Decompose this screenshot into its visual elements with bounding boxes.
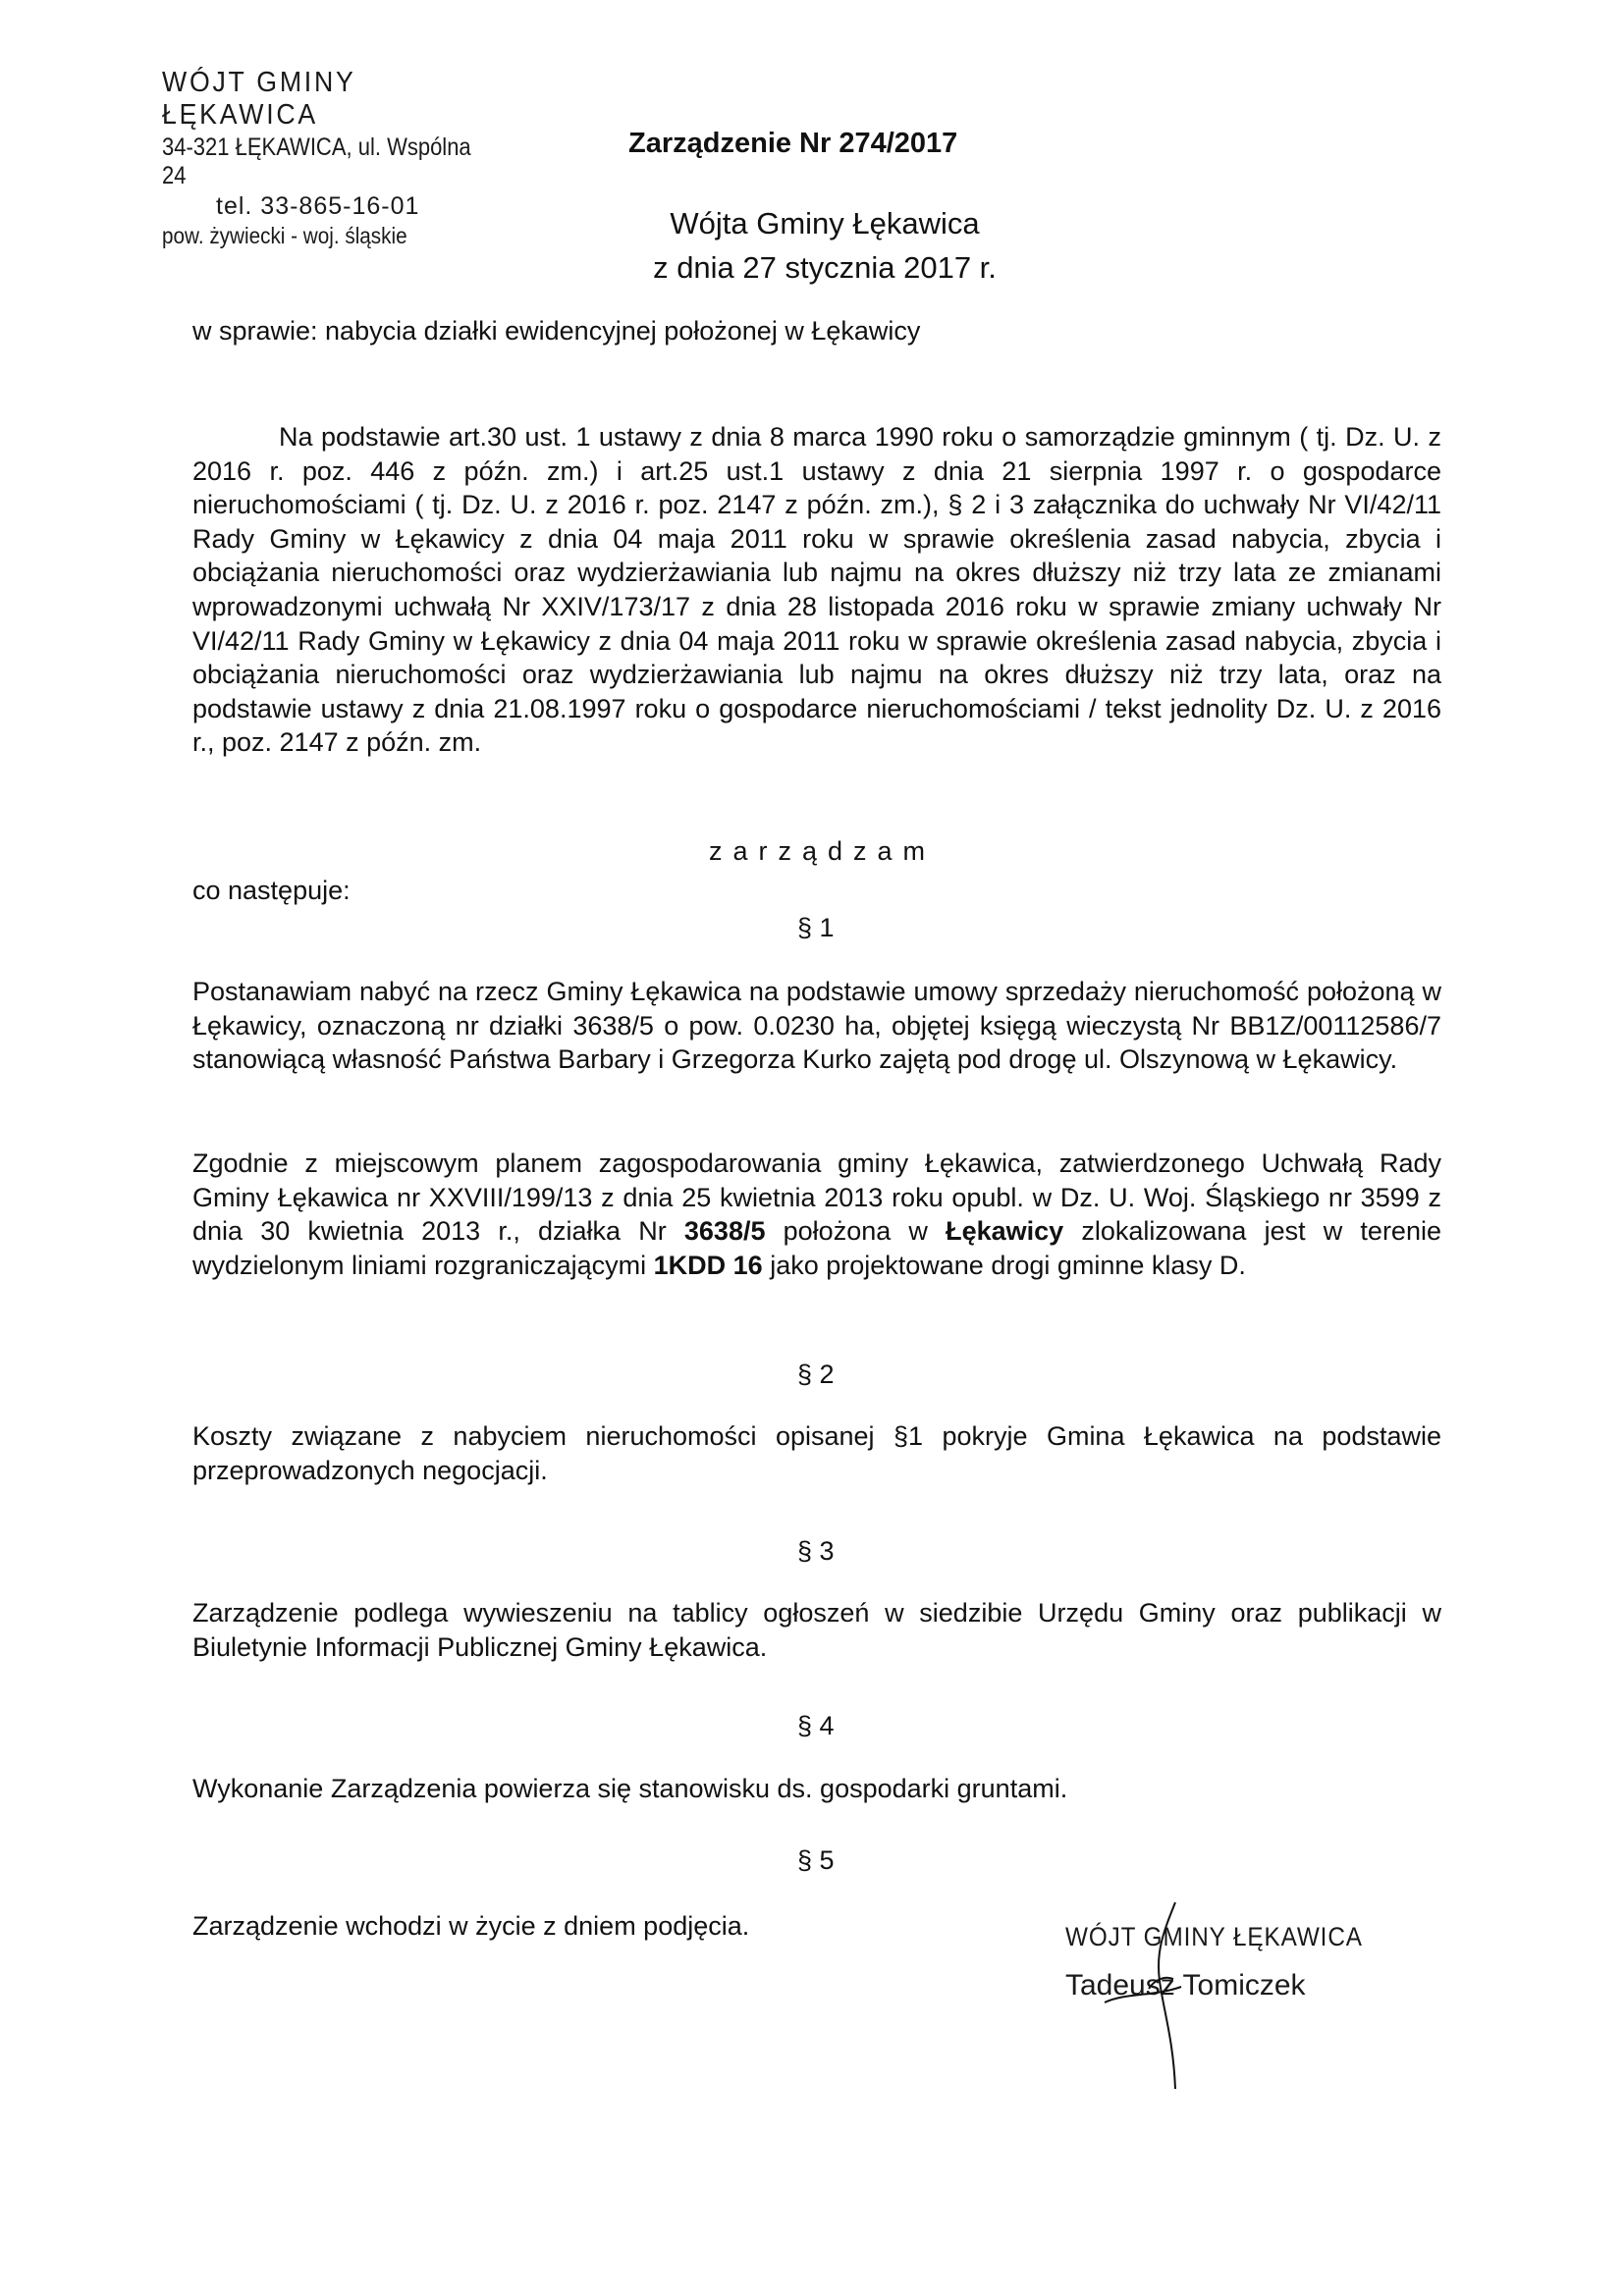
section-4-paragraph bbox=[192, 1772, 1441, 1806]
section-3-heading: § 3 bbox=[797, 1536, 835, 1566]
plot-number: 3638/5 bbox=[683, 1216, 766, 1247]
stamp-title: WÓJT GMINY ŁĘKAWICA bbox=[162, 67, 356, 131]
section-1-heading: § 1 bbox=[797, 913, 835, 942]
signature-name: Tadeusz Tomiczek bbox=[1065, 1969, 1306, 2002]
plan-text-e: jako projektowane drogi gminne klasy D. bbox=[762, 1250, 1246, 1280]
stamp-address: 34-321 ŁĘKAWICA, ul. Wspólna 24 bbox=[162, 133, 471, 189]
section-1-paragraph-1 bbox=[192, 975, 1441, 1077]
plan-text-a: Zgodnie z miejscowym planem zagospodarowania gminy Łękawica, zatwierdzonego Uchwałą Rady Gminy Łękawica nr XXVIII/199/13 z dnia 25 kwietnia 2013 roku opubl. w Dz. U. Woj. Śląskiego nr 3599 z dnia 30 kwietnia 2013 r., działka Nr bbox=[192, 1148, 1441, 1247]
section-5-text: Zarządzenie wchodzi w życie z dniem podjęcia. bbox=[192, 1911, 750, 1941]
plan-text-c: położona w bbox=[765, 1216, 947, 1247]
legal-basis-text: Na podstawie art.30 ust. 1 ustawy z dnia 8 marca 1990 roku o samorządzie gminnym ( tj. Dz. U. z 2016 r. poz. 446 z późn. zm.) i art.25 ust.1 ustawy z dnia 21 sierpnia 1997 r. o gospodarce nieruchomościami ( tj. Dz. U. z 2016 r. poz. 2147 z późn. zm.), § 2 i 3 załącznika do uchwały Nr VI/42/11 Rady Gminy w Łękawicy z dnia 04 maja 2011 roku w sprawie określenia zasad nabycia, zbycia i obciążania nieruchomości oraz wydzierżawiania lub najmu na okres dłuższy niż trzy lata ze zmianami wprowadzonymi uchwałą Nr XXIV/173/17 z dnia 28 listopada 2016 roku w sprawie zmiany uchwały Nr VI/42/11 Rady Gminy w Łękawicy z dnia 04 maja 2011 roku w sprawie określenia zasad nabycia, zbycia i obciążania nieruchomości oraz wydzierżawiania lub najmu na okres dłuższy niż trzy lata, oraz na podstawie ustawy z dnia 21.08.1997 roku o gospodarce nieruchomościami / tekst jednolity Dz. U. z 2016 r., poz. 2147 z późn. zm. bbox=[192, 422, 1441, 758]
signature-stamp bbox=[1065, 1922, 1380, 2118]
section-1-text: Postanawiam nabyć na rzecz Gminy Łękawica na podstawie umowy sprzedaży nieruchomość położoną w Łękawicy, oznaczoną nr działki 3638/5 o pow. 0.0230 ha, objętej księgą wieczystą Nr BB1Z/00112586/7 stanowiącą własność Państwa Barbary i Grzegorza Kurko zajętą pod drogę ul. Olszynową w Łękawicy. bbox=[192, 977, 1441, 1075]
section-4-text: Wykonanie Zarządzenia powierza się stanowisku ds. gospodarki gruntami. bbox=[192, 1774, 1068, 1803]
follows-label: co następuje: bbox=[192, 876, 351, 905]
document-title: Zarządzenie Nr 274/2017 bbox=[628, 128, 958, 159]
section-3-paragraph bbox=[192, 1596, 1441, 1664]
section-2-paragraph bbox=[192, 1419, 1441, 1487]
subject-line: w sprawie: nabycia działki ewidencyjnej położonej w Łękawicy bbox=[192, 316, 921, 346]
section-2-heading: § 2 bbox=[797, 1360, 835, 1389]
office-stamp bbox=[162, 67, 545, 249]
section-4-heading: § 4 bbox=[797, 1711, 835, 1740]
section-5-heading: § 5 bbox=[797, 1845, 835, 1875]
section-1-paragraph-2 bbox=[192, 1147, 1441, 1282]
plot-location: Łękawicy bbox=[946, 1216, 1064, 1247]
section-3-text: Zarządzenie podlega wywieszeniu na tablicy ogłoszeń w siedzibie Urzędu Gminy oraz publikacji w Biuletynie Informacji Publicznej Gminy Łękawica. bbox=[192, 1598, 1441, 1662]
issuer: Wójta Gminy Łękawica bbox=[670, 206, 980, 240]
signature-title: WÓJT GMINY ŁĘKAWICA bbox=[1065, 1922, 1363, 1951]
legal-basis bbox=[192, 420, 1441, 760]
document-issuer-date bbox=[530, 201, 1119, 290]
zone-symbol: 1KDD 16 bbox=[653, 1250, 763, 1280]
section-1-plan-text bbox=[192, 1147, 1441, 1282]
section-2-text: Koszty związane z nabyciem nieruchomości opisanej §1 pokryje Gmina Łękawica na podstawie przeprowadzonych negocjacji. bbox=[192, 1421, 1441, 1485]
handwritten-signature bbox=[1065, 1893, 1203, 2118]
order-word: zarządzam bbox=[709, 836, 937, 866]
plan-text-d: zlokalizowana jest w terenie wydzielonym liniami rozgraniczającymi bbox=[192, 1216, 1441, 1280]
section-5-paragraph bbox=[192, 1909, 880, 1944]
stamp-region: pow. żywiecki - woj. śląskie bbox=[162, 223, 407, 248]
issue-date: z dnia 27 stycznia 2017 r. bbox=[653, 250, 997, 285]
stamp-phone: tel. 33-865-16-01 bbox=[216, 192, 420, 220]
